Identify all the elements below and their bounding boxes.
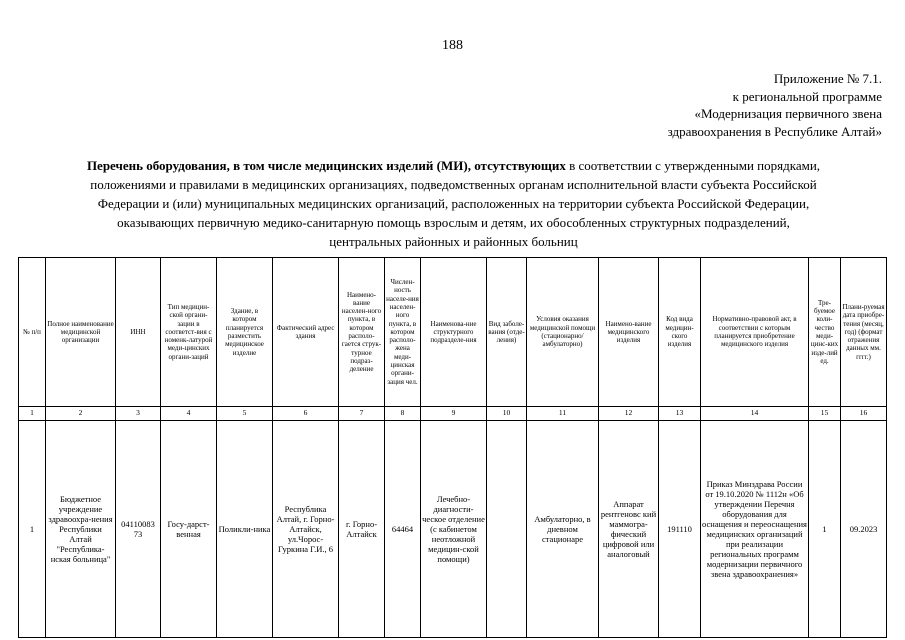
column-number: 15 (809, 407, 841, 421)
cell-organization: Бюджетное учреждение здравоохра-нения Республики Алтай "Республика-нская больница" (46, 421, 116, 638)
column-number: 16 (841, 407, 887, 421)
cell-inn: 04110083 73 (116, 421, 161, 638)
cell-purchase-date: 09.2023 (841, 421, 887, 638)
table-header-row (19, 258, 887, 407)
cell-population: 64464 (385, 421, 421, 638)
title-line-2: положениями и правилами в медицинских организациях, подведомственных органам исполнительной власти субъекта Российской (90, 177, 817, 192)
column-number: 4 (161, 407, 217, 421)
header-cell: Плани-руемая дата приобре-тения (месяц, год) (формат отражения данных мм. гггг.) (841, 258, 887, 407)
appendix-line-3: «Модернизация первичного звена (694, 106, 882, 121)
column-number-row (19, 407, 887, 421)
cell-building: Поликли-ника (217, 421, 273, 638)
header-cell: ИНН (116, 258, 161, 407)
cell-device-name: Аппарат рентгеновс кий маммогра-фический цифровой или аналоговый (599, 421, 659, 638)
column-number: 11 (527, 407, 599, 421)
document-title (26, 156, 881, 251)
appendix-line-4: здравоохранения в Республике Алтай» (667, 123, 882, 139)
cell-org-type: Госу-дарст-венная (161, 421, 217, 638)
header-cell: Полное наименование медицинской организации (46, 258, 116, 407)
cell-settlement: г. Горно-Алтайск (339, 421, 385, 638)
page-number: 188 (442, 38, 463, 53)
cell-department: Лечебно-диагности-ческое отделение (с кабинетом неотложной медицин-ской помощи) (421, 421, 487, 638)
equipment-table (18, 257, 887, 638)
title-line-3: Федерации и (или) муниципальных медицинских организаций, расположенных на территории субъекта Российской Федерации, (97, 196, 810, 211)
header-cell: Код вида медицин-ского изделия (659, 258, 701, 407)
column-number: 7 (339, 407, 385, 421)
cell-legal-act: Приказ Минздрава России от 19.10.2020 № 1112н «Об утверждении Перечня оборудования для оснащения и переоснащения медицинских организаций при реализации региональных программ модернизации первичного звена здравоохранения» (701, 421, 809, 638)
header-cell: Числен-ность населе-ния населен-ного пункта, в котором располо-жена меди-цинская органи-зация чел. (385, 258, 421, 407)
appendix-block (668, 70, 882, 140)
table-row (19, 421, 887, 638)
header-cell: Наимено-вание медицинского изделия (599, 258, 659, 407)
appendix-line-2: к региональной программе (732, 88, 882, 104)
header-cell: Нормативно-правовой акт, в соответствии с которым планируется приобретение медицинского изделия (701, 258, 809, 407)
cell-row-number: 1 (19, 421, 46, 638)
column-number: 5 (217, 407, 273, 421)
column-number: 10 (487, 407, 527, 421)
column-number: 14 (701, 407, 809, 421)
cell-disease-type (487, 421, 527, 638)
header-cell: Фактический адрес здания (273, 258, 339, 407)
column-number: 1 (19, 407, 46, 421)
cell-quantity: 1 (809, 421, 841, 638)
appendix-line-1: Приложение № 7.1. (773, 71, 882, 86)
column-number: 13 (659, 407, 701, 421)
cell-device-code: 191110 (659, 421, 701, 638)
header-cell: Наимено-вание населен-ного пункта, в котором располо-гается струк-турное подраз-деление (339, 258, 385, 407)
column-number: 6 (273, 407, 339, 421)
header-cell: Условия оказания медицинской помощи (стационарно/амбулаторно) (527, 258, 599, 407)
cell-address: Республика Алтай, г. Горно-Алтайск, ул.Чорос-Гуркина Г.И., 6 (273, 421, 339, 638)
column-number: 12 (599, 407, 659, 421)
header-cell: № п/п (19, 258, 46, 407)
title-line-5: центральных районных и районных больниц (329, 234, 578, 249)
title-line-4: оказывающих первичную медико-санитарную помощь взрослым и детям, их обособленных структурных подразделений, (117, 215, 790, 230)
header-cell: Тип медицин-ской органи-зации в соответст-вия с номенк-латурой меди-цинских органи-заций (161, 258, 217, 407)
title-line-1 (26, 156, 881, 175)
header-cell: Вид заболе-вания (отде-ления) (487, 258, 527, 407)
header-cell: Тре-буемое коли-чество меди-цинс-ких изде-лий ед. (809, 258, 841, 407)
column-number: 9 (421, 407, 487, 421)
header-cell: Наименова-ние структурного подразделе-ния (421, 258, 487, 407)
title-rest: в соответствии с утвержденными порядками, (565, 158, 821, 173)
column-number: 3 (116, 407, 161, 421)
header-cell: Здание, в котором планируется разместить медицинское изделие (217, 258, 273, 407)
column-number: 8 (385, 407, 421, 421)
title-bold: Перечень оборудования, в том числе медицинских изделий (МИ), отсутствующих (86, 158, 566, 173)
column-number: 2 (46, 407, 116, 421)
cell-care-conditions: Амбулаторно, в дневном стационаре (527, 421, 599, 638)
